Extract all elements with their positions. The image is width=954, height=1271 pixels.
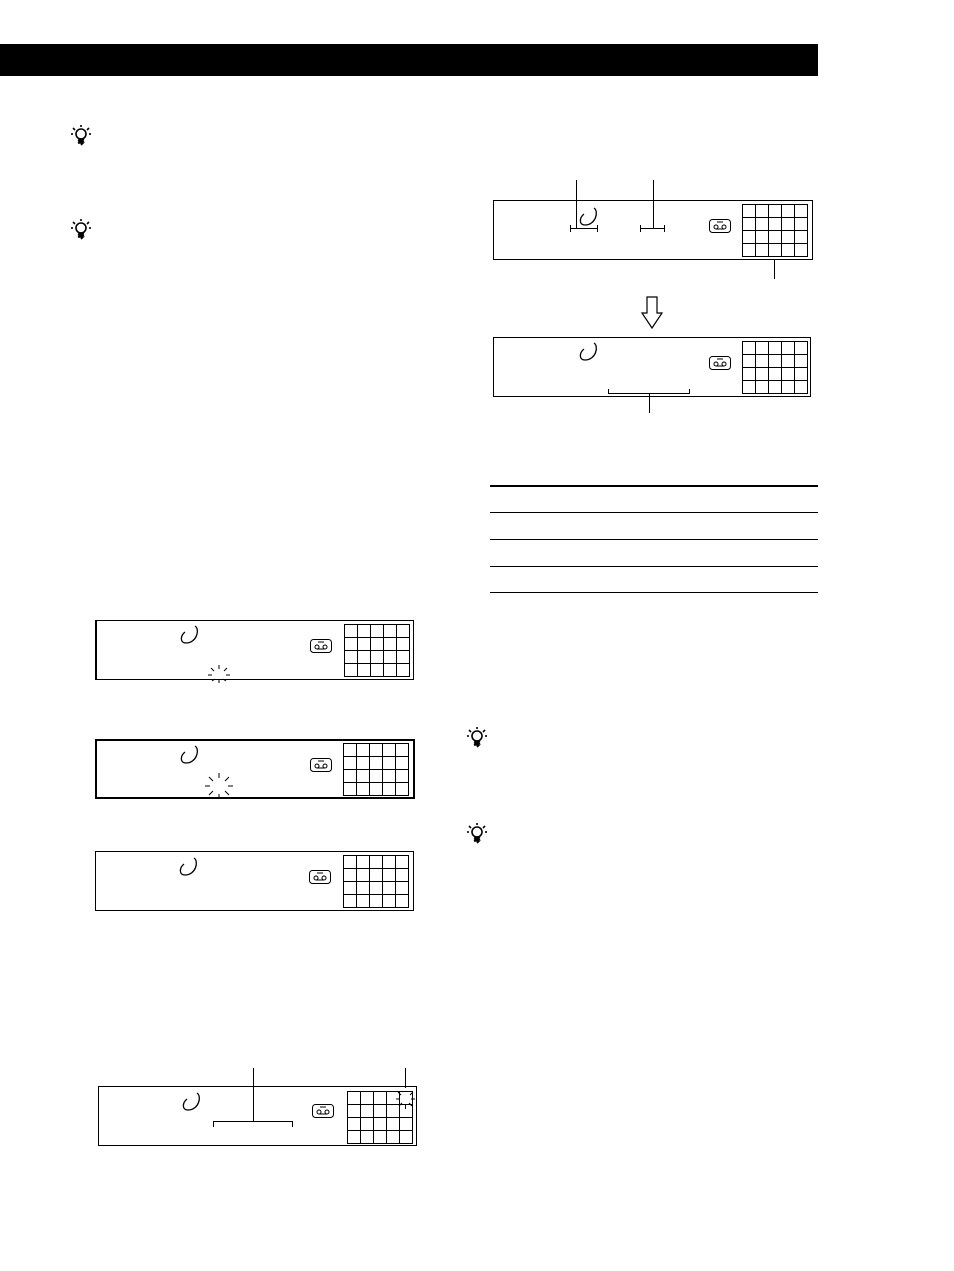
table-top-rule xyxy=(490,485,818,487)
header-bar xyxy=(0,44,818,76)
disc-arc-icon xyxy=(177,743,201,767)
disc-arc-icon xyxy=(179,1090,203,1114)
track-number-grid xyxy=(343,855,409,908)
blinking-indicator-icon xyxy=(204,771,234,801)
tip-lightbulb-icon xyxy=(466,822,488,844)
blinking-indicator-icon xyxy=(207,663,231,683)
tip-lightbulb-icon xyxy=(70,218,92,240)
display-callout-lines xyxy=(600,385,700,415)
table-row-rule xyxy=(490,539,818,540)
display-callout-lines xyxy=(560,178,800,280)
table-row-rule xyxy=(490,512,818,513)
lcd-display xyxy=(95,620,414,680)
track-number-grid xyxy=(344,624,410,677)
disc-arc-icon xyxy=(177,623,201,647)
lcd-display xyxy=(95,851,414,911)
disc-arc-icon xyxy=(576,340,600,364)
disc-arc-icon xyxy=(176,855,200,879)
track-number-grid xyxy=(343,743,409,796)
tip-lightbulb-icon xyxy=(70,124,92,146)
table-row-rule xyxy=(490,566,818,567)
track-number-grid xyxy=(742,341,808,394)
lcd-display xyxy=(95,739,415,799)
display-callout-lines xyxy=(205,1066,420,1128)
cassette-tape-icon xyxy=(309,870,331,884)
tip-lightbulb-icon xyxy=(466,726,488,748)
cassette-tape-icon xyxy=(310,639,332,653)
table-bottom-rule xyxy=(490,592,818,593)
cassette-tape-icon xyxy=(310,758,332,772)
cassette-tape-icon xyxy=(709,356,731,370)
down-arrow-icon xyxy=(641,296,663,330)
